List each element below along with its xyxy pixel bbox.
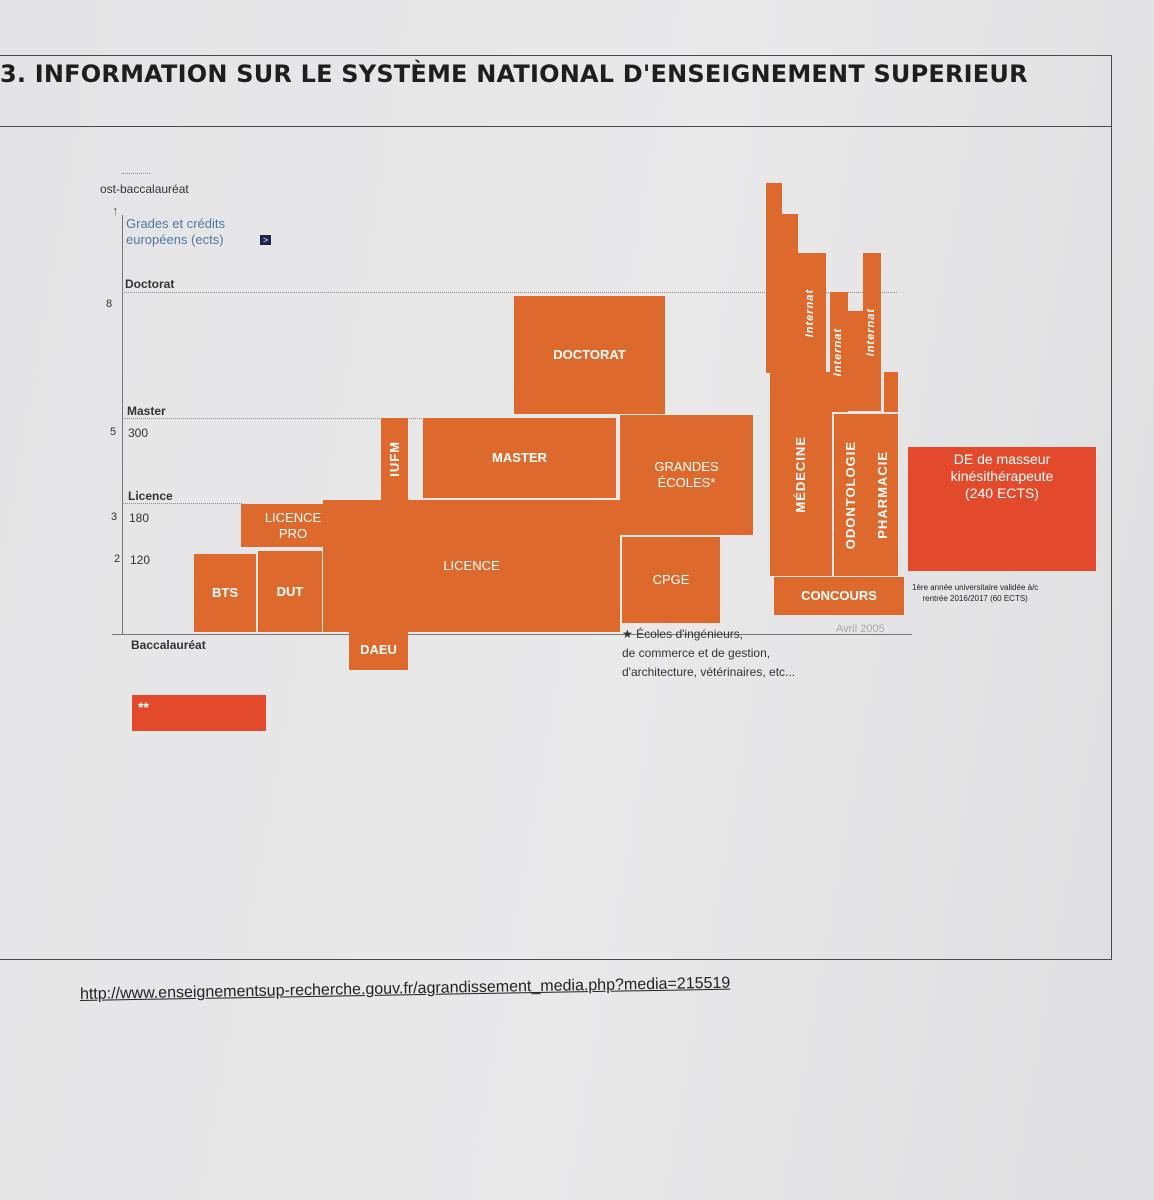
- block-medecine: MÉDECINE: [770, 372, 832, 576]
- block-pharmacie: PHARMACIE: [868, 414, 898, 576]
- level-baccalaureat: Baccalauréat: [131, 638, 206, 652]
- axis-arrow-icon: ↑: [112, 203, 119, 218]
- block-internat-pharmacie: Internat: [863, 253, 881, 411]
- master-level-line: [122, 418, 422, 419]
- block-internat-medecine: Internat: [796, 253, 826, 373]
- credits-300: 300: [128, 426, 149, 440]
- vertical-axis: [122, 215, 123, 635]
- block-bts: BTS: [194, 554, 256, 632]
- block-cpge: CPGE: [622, 537, 720, 623]
- section-title: 3. INFORMATION SUR LE SYSTÈME NATIONAL D'ENSEIGNEMENT SUPERIEUR: [0, 60, 1028, 88]
- axis-top-label: ost-baccalauréat: [100, 182, 189, 196]
- block-licence-pro: LICENCE PRO: [241, 504, 345, 547]
- diagram-date: Avril 2005: [836, 623, 885, 635]
- block-concours: CONCOURS: [774, 577, 904, 615]
- tick-3: 3: [111, 511, 118, 523]
- credits-180: 180: [129, 511, 150, 525]
- level-doctorat: Doctorat: [125, 277, 175, 291]
- axis-caption-arrow-icon: >: [260, 235, 271, 245]
- block-dut: DUT: [258, 551, 322, 632]
- level-licence: Licence: [128, 489, 173, 503]
- tick-5: 5: [110, 426, 117, 438]
- level-master: Master: [127, 404, 166, 418]
- credits-120: 120: [130, 553, 151, 567]
- masseur-note: 1ère année universitaire validée à/c rentrée 2016/2017 (60 ECTS): [912, 583, 1039, 603]
- block-odontologie: ODONTOLOGIE: [834, 414, 868, 576]
- block-licence: LICENCE: [323, 500, 620, 632]
- block-doctorat: DOCTORAT: [514, 296, 665, 414]
- tick-2: 2: [114, 553, 121, 565]
- legend-box: **: [132, 695, 266, 731]
- block-iufm: IUFM: [381, 418, 408, 500]
- pharmacie-step: [884, 372, 898, 412]
- block-daeu: DAEU: [349, 630, 408, 670]
- block-masseur-kinesitherapeute: DE de masseur kinésithérapeute (240 ECTS): [908, 447, 1096, 571]
- licence-level-line: [122, 503, 242, 504]
- grandes-ecoles-footnote: ★ Écoles d'ingénieurs, de commerce et de gestion, d'architecture, vétérinaires, etc...: [622, 627, 796, 679]
- block-internat-odontologie: Internat: [830, 292, 848, 412]
- post-bac-line: [122, 173, 150, 174]
- tick-8: 8: [106, 298, 113, 310]
- source-link[interactable]: http://www.enseignementsup-recherche.gouv.fr/agrandissement_media.php?media=215519: [79, 974, 731, 1003]
- axis-caption: Grades et crédits européens (ects): [126, 216, 225, 247]
- block-grandes-ecoles: GRANDES ÉCOLES*: [620, 415, 753, 535]
- block-master: MASTER: [423, 418, 616, 498]
- title-divider: [0, 126, 1112, 127]
